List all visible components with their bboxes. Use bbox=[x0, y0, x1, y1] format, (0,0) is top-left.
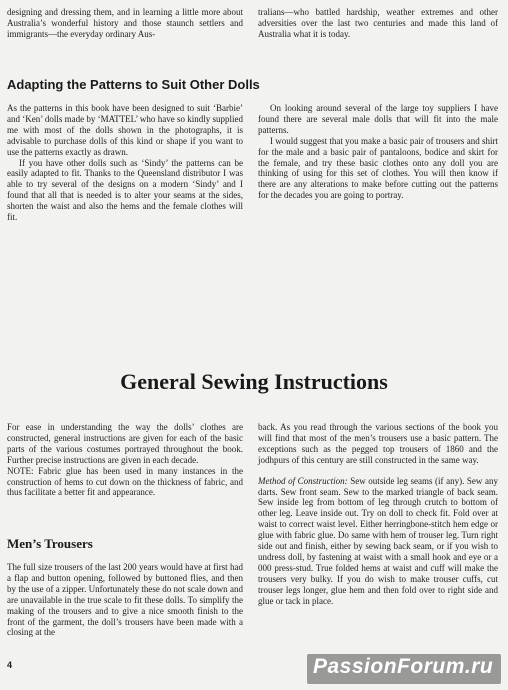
method-paragraph bbox=[258, 476, 498, 607]
page-number: 4 bbox=[7, 660, 13, 670]
sewing-paragraph-1: For ease in understanding the way the dolls’ clothes are constructed, general instructions are given for each of the basic parts of the various costumes portrayed throughout the book. Further precise instructions are given in each decade. bbox=[7, 422, 243, 465]
sewing-right-column bbox=[258, 422, 498, 607]
adapting-paragraph-3: On looking around several of the large toy suppliers I have found there are several male dolls that will fit into the male patterns. bbox=[258, 103, 498, 135]
method-label: Method of Construction: bbox=[258, 475, 348, 486]
top-left-paragraph: designing and dressing them, and in learning a little more about Australia’s wonderful history and those staunch settlers and immigrants—the everyday ordinary Aus- bbox=[7, 7, 243, 39]
top-left-text bbox=[7, 7, 243, 40]
watermark-logo: PassionForum.ru bbox=[313, 655, 494, 678]
adapting-paragraph-1: As the patterns in this book have been designed to suit ‘Barbie’ and ‘Ken’ dolls made by ‘MATTEL’ who have so kindly supplied me with most of the dolls shown in the photographs, it is advisable to purchase dolls of this kind or shape if you want to use the patterns exactly as drawn. bbox=[7, 103, 243, 157]
top-right-text bbox=[258, 7, 498, 40]
top-right-paragraph: tralians—who battled hardship, weather extremes and other adversities over the last two centuries and made this land of Australia what it is today. bbox=[258, 7, 498, 39]
trousers-paragraph-2: back. As you read through the various sections of the book you will find that most of the men’s trousers use a basic pattern. The exceptions such as the pegged top trousers of 1860 and the jodhpurs of this century are still constructed in the same way. bbox=[258, 422, 498, 465]
sewing-left-column bbox=[7, 422, 243, 498]
sewing-note: NOTE: Fabric glue has been used in many instances in the construction of hems to cut down on the thickness of fabric, and thus facilitate a better fit and appearance. bbox=[7, 465, 243, 498]
method-text: Sew outside leg seams (if any). Sew any darts. Sew front seam. Sew to the marked triangle of back seam. Sew inside leg from bottom of leg through crutch to bottom of other leg. Leave inside out. Try on doll to check fit. Fold over at waist to correct waist level. Either herringbone-stitch hem edge or glue with fabric glue. Do same with hem of trouser leg. Turn right side out and finish, either by sewing back seam, or if you wish to undress doll, by fastening at waist with a small hook and eye or a 000 press-stud. True folded hems at waist and cuff will make the trousers very bulky. If you do wish to make trouser cuffs, cut trouser legs longer, glue hem and then fold over to right side and glue or tack in place. bbox=[258, 475, 498, 606]
section-heading-adapting: Adapting the Patterns to Suit Other Dolls bbox=[7, 77, 260, 92]
trousers-left-column bbox=[7, 562, 243, 638]
adapting-paragraph-2: If you have other dolls such as ‘Sindy’ the patterns can be easily adapted to fit. Thanks to the Queensland distributor I was able to try several of the designs on a modern ‘Sindy’ and I found that all that is needed is to alter your seams at the sides, shorten the waist and also the hems and the female clothes will fit. bbox=[7, 157, 243, 223]
adapting-left-column bbox=[7, 103, 243, 223]
adapting-right-column bbox=[258, 103, 498, 201]
adapting-paragraph-4: I would suggest that you make a basic pair of trousers and shirt for the male and a basic pair of pantaloons, bodice and skirt for the female, and try these basic clothes onto any doll you are thinking of using for this set of clothes. You will then know if there are any alterations to make before cutting out the patterns for the decades you are going to portray. bbox=[258, 135, 498, 201]
page-title-general-sewing: General Sewing Instructions bbox=[120, 369, 388, 394]
subheading-mens-trousers: Men’s Trousers bbox=[7, 536, 93, 551]
trousers-paragraph-1: The full size trousers of the last 200 years would have at first had a flap and button opening, followed by buttoned flies, and then by the use of a zipper. Unfortunately these do not scale down and are unavailable in the true scale to fit these dolls. To simplify the making of the trousers and to give a nice smooth finish to the front of the garment, the doll’s trousers have been made with a closing at the bbox=[7, 562, 243, 638]
